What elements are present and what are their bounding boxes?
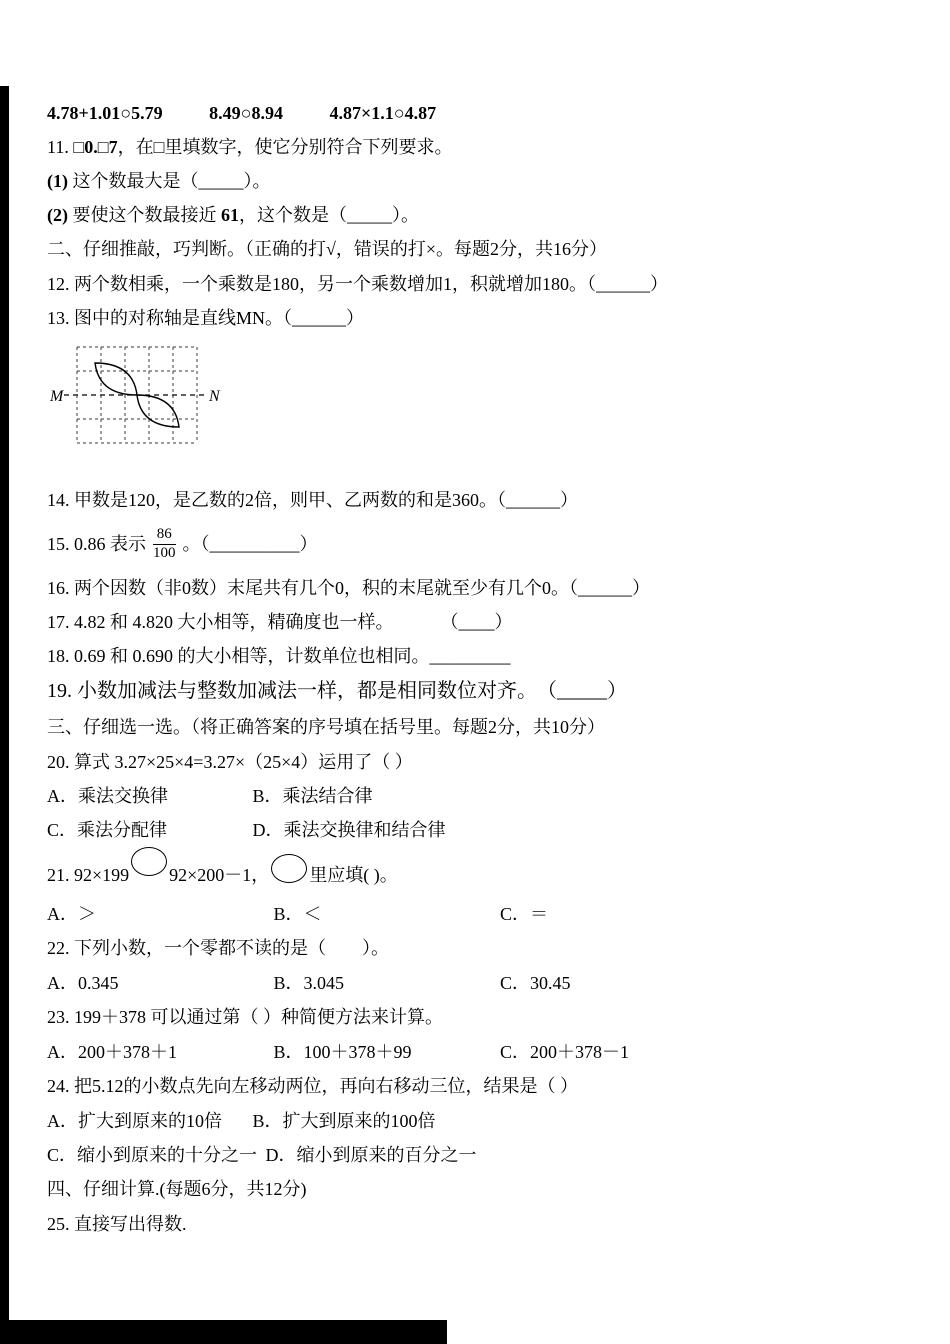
compare-expression-2: 8.49○8.94: [209, 103, 284, 123]
q23-options-row: [47, 1035, 927, 1069]
q22-stem: 22. 下列小数，一个零都不读的是（ ）。: [47, 938, 389, 958]
answer-circle-icon: [131, 847, 167, 876]
symmetry-grid-figure: [49, 339, 227, 455]
q22-option-c: C．30.45: [500, 973, 571, 993]
q12-statement: 12. 两个数相乘，一个乘数是180，另一个乘数增加1，积就增加180。（______）: [47, 274, 668, 294]
q15-prefix: 15. 0.86 表示: [47, 534, 146, 554]
q14-statement: 14. 甲数是120，是乙数的2倍，则甲、乙两数的和是360。（______）: [47, 490, 578, 510]
q20-options-row1: [47, 779, 927, 813]
q11-part2: [47, 198, 927, 232]
scan-edge-bottom: [0, 1320, 447, 1344]
q21-stem: [47, 847, 927, 897]
q15-suffix: 。（__________）: [182, 534, 318, 554]
q11-part2-label: (2): [47, 205, 73, 225]
petal-curve-lower: [137, 395, 179, 427]
q21-tail: 里应填( )。: [309, 865, 398, 885]
q18-statement: 18. 0.69 和 0.690 的大小相等，计数单位也相同。_________: [47, 646, 511, 666]
q13-figure: [49, 339, 927, 457]
q24-options-row1: [47, 1104, 927, 1138]
q11-number: 11.: [47, 137, 74, 157]
compare-expression-3: 4.87×1.1○4.87: [329, 103, 437, 123]
q11-part2-post: ，这个数是（_____）。: [239, 205, 419, 225]
q17-text: 17. 4.82 和 4.820 大小相等，精确度也一样。: [47, 612, 394, 632]
q24-options-row2: [47, 1138, 927, 1172]
q15-statement: [47, 517, 927, 571]
q20-option-c: C．乘法分配律: [47, 820, 168, 840]
q23-stem: 23. 199＋378 可以通过第（ ）种简便方法来计算。: [47, 1007, 443, 1027]
q11-part1-label: (1): [47, 171, 73, 191]
label-n: N: [209, 388, 220, 405]
q20-option-d: D．乘法交换律和结合律: [252, 820, 446, 840]
q21-option-a: A．＞: [47, 904, 96, 924]
fraction-86-100: [151, 526, 178, 562]
fraction-denominator: 100: [153, 544, 176, 561]
q21-options-row: [47, 897, 927, 931]
section3-heading: 三、仔细选一选。（将正确答案的序号填在括号里。每题2分，共10分）: [47, 717, 605, 737]
scan-edge-left: [0, 86, 9, 1344]
q23-option-c: C．200＋378－1: [500, 1042, 630, 1062]
q16-statement: 16. 两个因数（非0数）末尾共有几个0，积的末尾就至少有几个0。（______）: [47, 578, 650, 598]
q24-option-a: A．扩大到原来的10倍: [47, 1111, 222, 1131]
q24-stem: 24. 把5.12的小数点先向左移动两位，再向右移动三位，结果是（ ）: [47, 1076, 578, 1096]
fraction-numerator: 86: [153, 526, 176, 544]
compare-expression-1: 4.78+1.01○5.79: [47, 103, 163, 123]
q24-option-d: D．缩小到原来的百分之一: [265, 1145, 477, 1165]
q11-part1-text: 这个数最大是（_____）。: [72, 171, 271, 191]
q11-stem-text: ，在□里填数字，使它分别符合下列要求。: [117, 137, 453, 157]
q24-option-b: B．扩大到原来的100倍: [252, 1111, 436, 1131]
answer-circle-icon: [271, 854, 307, 883]
q21-expr-left: 21. 92×199: [47, 865, 130, 885]
label-m: M: [50, 388, 64, 405]
q21-option-b: B．＜: [273, 904, 322, 924]
q22-option-b: B．3.045: [273, 973, 345, 993]
q11-stem: [47, 130, 927, 164]
q22-option-a: A．0.345: [47, 973, 119, 993]
q21-option-c: C．＝: [500, 904, 549, 924]
compare-row: [47, 96, 927, 130]
q11-part2-number: 61: [221, 205, 239, 225]
q19-statement: 19. 小数加减法与整数加减法一样，都是相同数位对齐。 （_____）: [47, 680, 627, 702]
q20-options-row2: [47, 813, 927, 847]
q25-instruction: 25. 直接写出得数.: [47, 1214, 187, 1234]
q17-statement: [47, 605, 927, 639]
q22-options-row: [47, 966, 927, 1000]
section2-heading: 二、仔细推敲，巧判断。（正确的打√，错误的打×。每题2分，共16分）: [47, 239, 608, 259]
q24-option-c: C．缩小到原来的十分之一: [47, 1145, 258, 1165]
exam-content: [47, 96, 927, 1241]
q20-option-b: B．乘法结合律: [252, 786, 373, 806]
q21-expr-right: 92×200－1，: [169, 865, 270, 885]
q11-part1: [47, 164, 927, 198]
q11-part2-pre: 要使这个数最接近: [72, 205, 221, 225]
q23-option-b: B．100＋378＋99: [273, 1042, 412, 1062]
q11-digit-boxes: □0.□7: [73, 137, 118, 157]
section4-heading: 四、仔细计算.(每题6分，共12分): [47, 1179, 307, 1199]
q23-option-a: A．200＋378＋1: [47, 1042, 177, 1062]
q17-blank: （____）: [449, 612, 513, 632]
q20-stem: 20. 算式 3.27×25×4=3.27×（25×4）运用了（ ）: [47, 752, 413, 772]
q13-statement: 13. 图中的对称轴是直线MN。（______）: [47, 308, 365, 328]
q20-option-a: A．乘法交换律: [47, 786, 168, 806]
